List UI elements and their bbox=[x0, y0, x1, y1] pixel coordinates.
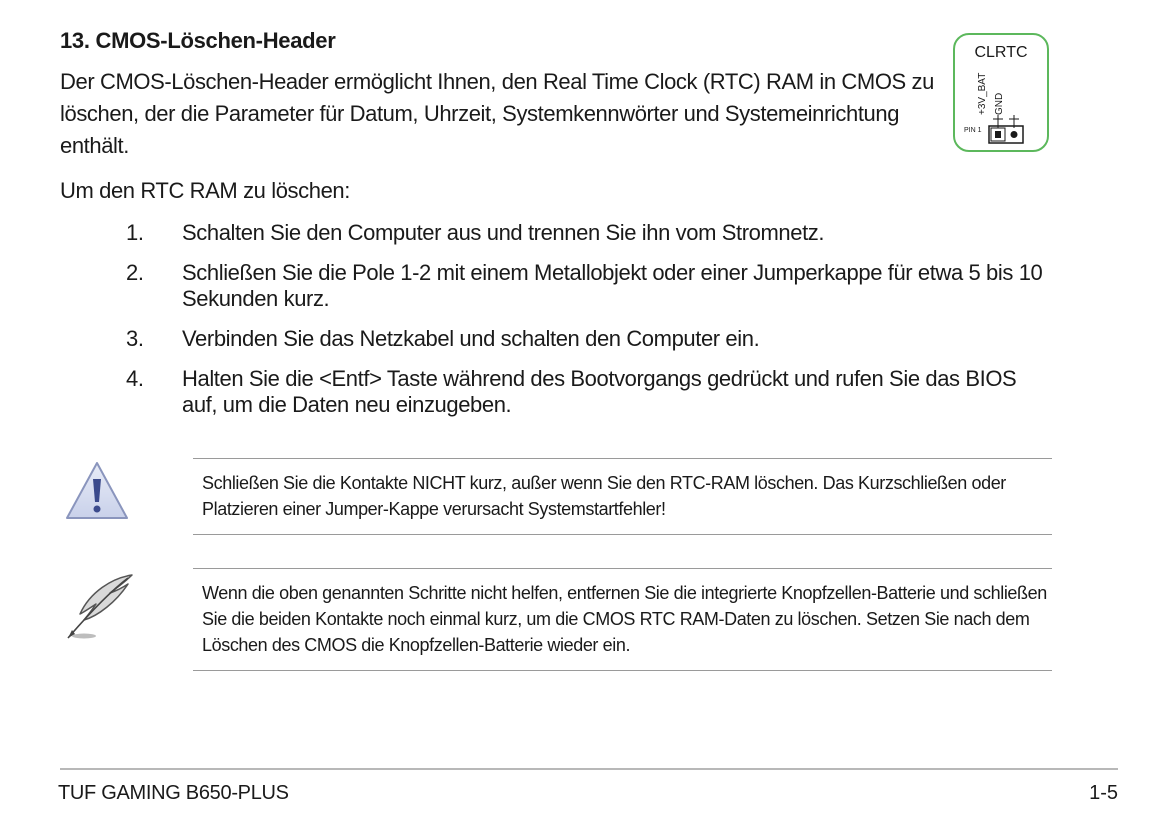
connector-title: CLRTC bbox=[974, 44, 1028, 61]
quill-pen-icon bbox=[62, 572, 136, 642]
list-item: 4. Halten Sie die <Entf> Taste während des Bootvorgangs gedrückt und rufen Sie das BIOS auf, um die Daten neu einzugeben. bbox=[126, 366, 1017, 417]
lead-text: Um den RTC RAM zu löschen: bbox=[60, 178, 350, 203]
clrtc-connector-diagram bbox=[953, 33, 1049, 152]
connector-pins-graphic bbox=[955, 35, 1051, 154]
intro-paragraph: Der CMOS-Löschen-Header ermöglicht Ihnen, den Real Time Clock (RTC) RAM in CMOS zu löschen, der die Parameter für Datum, Uhrzeit, Systemkennwörter und Systemeinrichtung enthält. bbox=[60, 69, 934, 158]
pin-header-outline bbox=[989, 126, 1023, 143]
pin1-label: +3V_BAT bbox=[977, 72, 988, 115]
warning-triangle-icon bbox=[64, 460, 130, 522]
note-text: Wenn die oben genannten Schritte nicht helfen, entfernen Sie die integrierte Knopfzellen-Batterie und schließen Sie die beiden Kontakte noch einmal kurz, um die CMOS RTC RAM-Daten zu löschen. Setzen Sie nach dem Löschen des CMOS die Knopfzellen-Batterie wieder ein. bbox=[202, 583, 1047, 655]
pin-label: PIN 1 bbox=[964, 127, 982, 134]
pin2-dot bbox=[1011, 131, 1018, 138]
pin2-label: GND bbox=[994, 92, 1005, 115]
warning-box bbox=[193, 458, 1052, 535]
list-item: 3. Verbinden Sie das Netzkabel und schalten den Computer ein. bbox=[126, 326, 760, 351]
steps-list bbox=[126, 220, 1056, 432]
note-box bbox=[193, 568, 1052, 671]
footer-divider bbox=[60, 768, 1118, 770]
footer-page-number: 1-5 bbox=[1089, 782, 1118, 804]
list-item: 2. Schließen Sie die Pole 1-2 mit einem Metallobjekt oder einer Jumperkappe für etwa 5 bis 10 Sekunden kurz. bbox=[126, 260, 1043, 311]
footer-product-name: TUF GAMING B650-PLUS bbox=[58, 782, 289, 804]
warning-text: Schließen Sie die Kontakte NICHT kurz, außer wenn Sie den RTC-RAM löschen. Das Kurzschließen oder Platzieren einer Jumper-Kappe verursacht Systemstartfehler! bbox=[202, 473, 1006, 519]
section-heading: 13. CMOS-Löschen-Header bbox=[60, 28, 336, 53]
pin1-dot bbox=[995, 131, 1001, 138]
list-item: 1. Schalten Sie den Computer aus und trennen Sie ihn vom Stromnetz. bbox=[126, 220, 825, 245]
